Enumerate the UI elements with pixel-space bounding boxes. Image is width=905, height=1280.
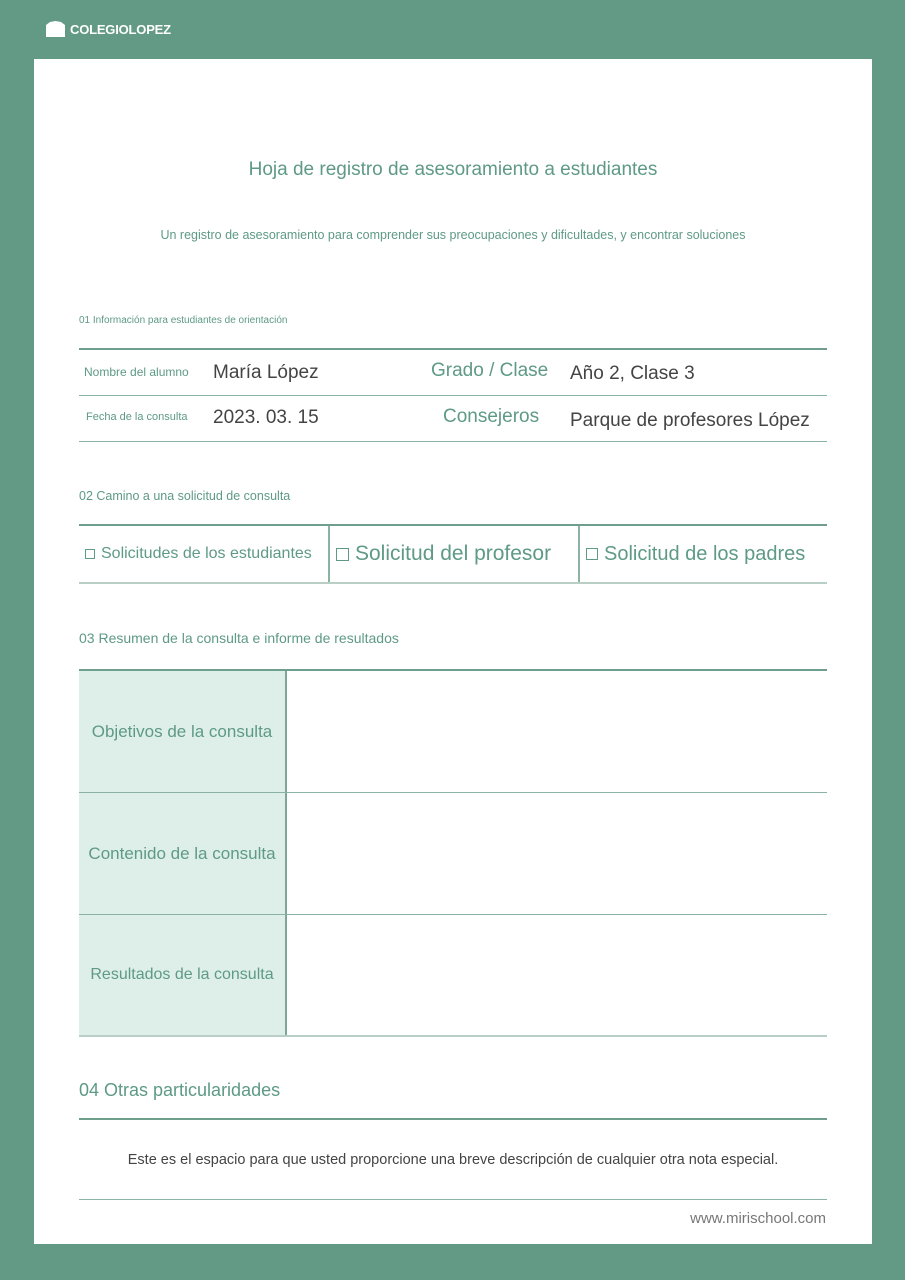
content-field[interactable] [287,793,827,914]
option-label: Solicitudes de los estudiantes [101,545,312,562]
option-label: Solicitud de los padres [604,542,806,565]
option-teacher-request[interactable] [328,526,578,582]
consult-summary-table [79,669,827,1037]
request-path-options [79,524,827,584]
consult-date-field[interactable]: 2023. 03. 15 [213,407,319,428]
option-parent-request[interactable] [578,526,827,582]
counselors-label: Consejeros [443,406,540,427]
option-student-request[interactable] [79,526,328,582]
student-info-table [79,348,827,442]
document-title: Hoja de registro de asesoramiento a estudiantes [248,159,658,180]
checkbox-icon[interactable] [586,548,598,560]
footer-url: www.mirischool.com [690,1210,826,1227]
info-row-name [79,350,827,396]
summary-row-results [79,915,827,1037]
objectives-field[interactable] [287,671,827,792]
content-label: Contenido de la consulta [79,793,287,914]
student-name-field[interactable]: María López [213,362,319,383]
section3-label: 03 Resumen de la consulta e informe de resultados [79,630,399,646]
checkbox-icon[interactable] [336,548,349,561]
section2-label: 02 Camino a una solicitud de consulta [79,489,291,503]
section4-label: 04 Otras particularidades [79,1080,281,1100]
brand-logo [46,21,171,37]
section1-label: 01 Información para estudiantes de orientación [79,315,288,326]
school-building-icon [46,21,65,37]
summary-row-content [79,793,827,915]
checkbox-icon[interactable] [85,549,95,559]
student-name-label: Nombre del alumno [84,365,189,379]
document-subtitle: Un registro de asesoramiento para comprender sus preocupaciones y dificultades, y encontrar soluciones [160,228,746,242]
consult-date-label: Fecha de la consulta [86,411,188,423]
results-label: Resultados de la consulta [79,915,287,1035]
counselors-field[interactable]: Parque de profesores López [570,410,810,431]
info-row-date [79,396,827,442]
brand-name: COLEGIOLOPEZ [70,21,171,37]
summary-row-objectives [79,671,827,793]
grade-class-label: Grado / Clase [431,360,549,381]
results-field[interactable] [287,915,827,1035]
other-notes-field[interactable]: Este es el espacio para que usted proporcione una breve descripción de cualquier otra nota especial. [79,1118,827,1200]
objectives-label: Objetivos de la consulta [79,671,287,792]
grade-class-field[interactable]: Año 2, Clase 3 [570,363,695,384]
option-label: Solicitud del profesor [355,542,552,565]
document-sheet [34,59,872,1244]
